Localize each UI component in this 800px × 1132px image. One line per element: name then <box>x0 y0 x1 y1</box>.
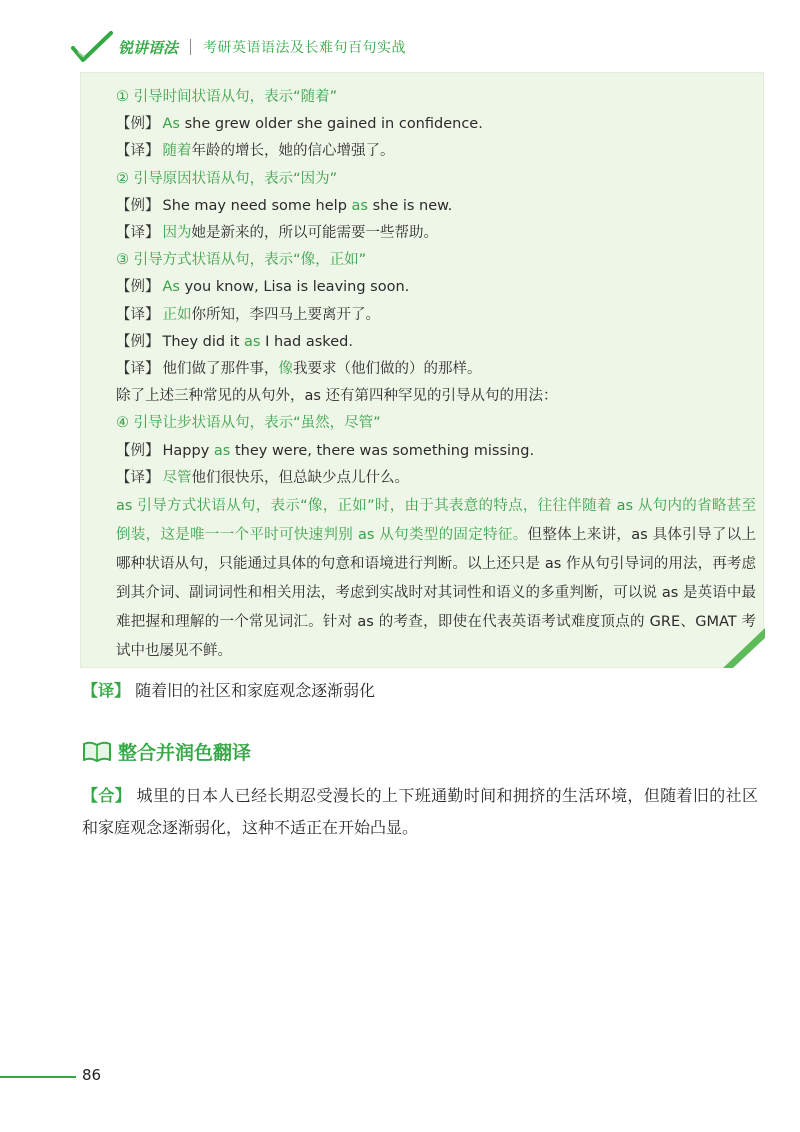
sentence-text: 年龄的增长，她的信心增强了。 <box>191 143 395 160</box>
checkmark-pen-icon <box>70 30 114 64</box>
sentence-text: they were, there was something missing. <box>230 442 535 459</box>
header-divider <box>190 39 191 55</box>
sentence-text: I had asked. <box>260 333 353 350</box>
tip-line <box>116 329 756 356</box>
tip-line <box>116 247 756 274</box>
highlight-word: 正如 <box>162 306 192 323</box>
tip-line <box>116 410 756 437</box>
usage-heading: ② 引导原因状语从句，表示“因为” <box>116 170 338 187</box>
tip-line <box>116 220 756 247</box>
tip-line <box>116 438 756 465</box>
footer-rule <box>0 1076 76 1078</box>
line-label: 【译】 <box>116 469 160 486</box>
translation-text: 随着旧的社区和家庭观念逐渐弱化 <box>135 681 376 700</box>
sentence-text: She may need some help <box>162 197 352 214</box>
plain-sentence: 除了上述三种常见的从句外，as 还有第四种罕见的引导从句的用法： <box>116 388 558 405</box>
sentence-text: 你所知，李四马上要离开了。 <box>191 306 380 323</box>
sentence-text: Happy <box>162 442 214 459</box>
highlight-word: 随着 <box>162 143 192 160</box>
usage-heading: ③ 引导方式状语从句，表示“像，正如” <box>116 252 367 269</box>
line-label: 【译】 <box>116 306 160 323</box>
note-text: 但整体上来讲，as 具体引导了以上哪种状语从句，只能通过具体的句意和语境进行判断。以上还只是 as 作从句引导词的用法，再考虑到其介词、副词词性和相关用法，考虑到实战时对其词性和语义的多重判断，可以说 as 是英语中最难把握和理解的一个常见词汇。针对 as 的考查，即使在代表英语考试难度顶点的 GRE、GMAT 考试中也屡见不鲜。 <box>116 527 756 660</box>
highlight-word: as <box>213 442 231 459</box>
highlight-word: As <box>162 279 180 296</box>
tip-line <box>116 274 756 301</box>
tip-line <box>116 465 756 492</box>
line-label: 【例】 <box>116 333 160 350</box>
line-label: 【译】 <box>116 361 160 378</box>
sentence-text: 她是新来的，所以可能需要一些帮助。 <box>191 225 438 242</box>
line-label: 【译】 <box>116 143 160 160</box>
tip-content <box>116 84 756 666</box>
highlight-word: as <box>244 333 261 350</box>
tip-line <box>116 166 756 193</box>
tip-line <box>116 111 756 138</box>
tip-line <box>116 356 756 383</box>
line-label: 【例】 <box>116 442 160 459</box>
final-tag: 【合】 <box>82 786 132 805</box>
sentence-text: she is new. <box>367 197 453 214</box>
highlight-word: As <box>162 116 180 133</box>
highlight-word: 像 <box>278 361 293 378</box>
highlight-word: 尽管 <box>162 469 192 486</box>
tip-line <box>116 84 756 111</box>
usage-note <box>116 492 756 666</box>
translation-tag: 【译】 <box>82 681 131 700</box>
tip-line <box>116 193 756 220</box>
line-label: 【例】 <box>116 197 160 214</box>
usage-heading: ④ 引导让步状语从句，表示“虽然，尽管” <box>116 415 381 432</box>
final-translation <box>82 780 758 844</box>
highlight-word: 因为 <box>162 225 192 242</box>
section-title: 整合并润色翻译 <box>118 741 252 764</box>
sentence-translation <box>82 676 375 706</box>
tip-line <box>116 302 756 329</box>
tip-line <box>116 138 756 165</box>
sentence-text: 我要求（他们做的）的那样。 <box>293 361 482 378</box>
sentence-text: she grew older she gained in confidence. <box>179 116 483 133</box>
page-number: 86 <box>82 1066 102 1084</box>
usage-heading: ① 引导时间状语从句，表示“随着” <box>116 89 338 105</box>
sentence-text: 他们很快乐，但总缺少点儿什么。 <box>191 469 409 486</box>
line-label: 【译】 <box>116 225 160 242</box>
sentence-text: you know, Lisa is leaving soon. <box>179 279 410 296</box>
page-header <box>70 30 406 64</box>
open-book-icon <box>82 739 112 763</box>
line-label: 【例】 <box>116 279 160 296</box>
final-text: 城里的日本人已经长期忍受漫长的上下班通勤时间和拥挤的生活环境，但随着旧的社区和家庭观念逐渐弱化，这种不适正在开始凸显。 <box>82 786 758 837</box>
book-subtitle: 考研英语语法及长难句百句实战 <box>203 40 407 56</box>
note-highlight: as 引导方式状语从句，表示“像，正如”时，由于其表意的特点，往往伴随着 as 从句内的省略甚至倒装，这是唯一一个平时可快速判别 as 从句类型的固定特征。 <box>116 498 756 544</box>
tip-line <box>116 383 756 410</box>
sentence-text: They did it <box>162 333 245 350</box>
sentence-text: 他们做了那件事， <box>162 361 279 378</box>
section-heading <box>82 736 251 766</box>
highlight-word: as <box>351 197 368 214</box>
brand-name: 锐讲语法 <box>118 38 179 57</box>
line-label: 【例】 <box>116 116 160 133</box>
